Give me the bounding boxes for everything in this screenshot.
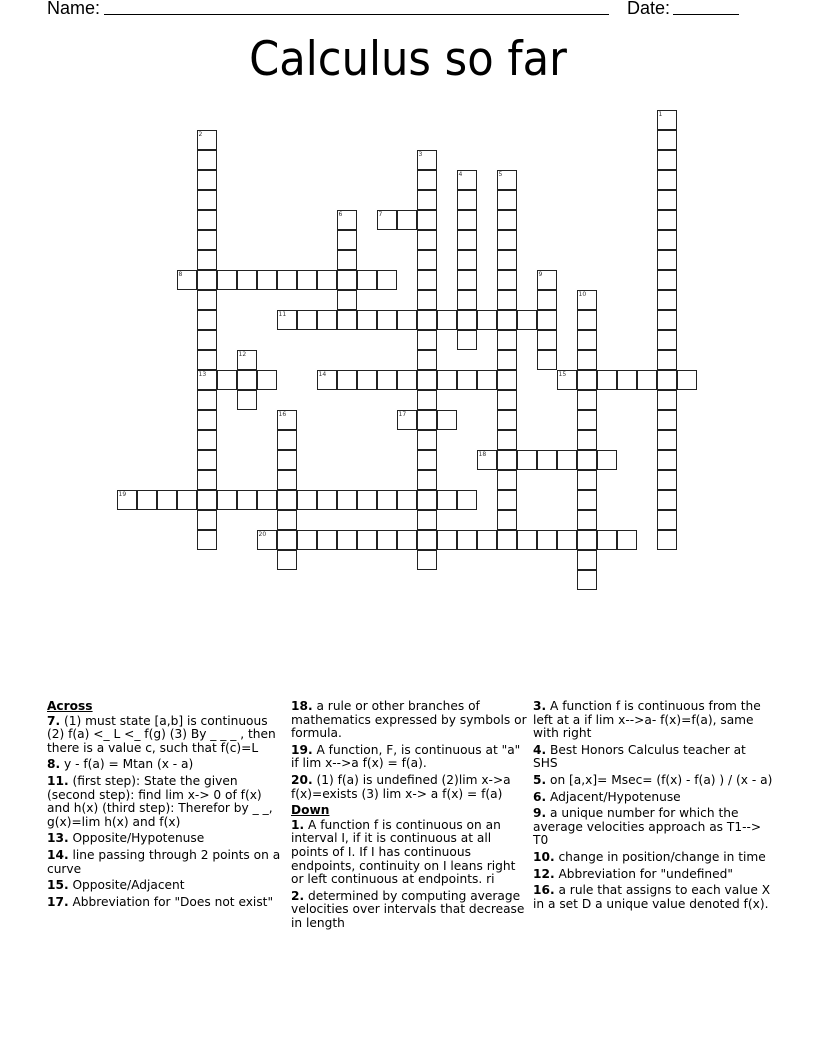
down-heading: Down	[291, 803, 330, 818]
grid-cell[interactable]	[417, 190, 437, 210]
grid-cell[interactable]	[577, 370, 597, 390]
grid-cell[interactable]	[337, 210, 357, 230]
grid-cell[interactable]	[497, 350, 517, 370]
grid-cell[interactable]	[657, 390, 677, 410]
clue-down-4: 4. Best Honors Calculus teacher at SHS	[533, 742, 746, 771]
grid-cell[interactable]	[197, 490, 217, 510]
grid-cell[interactable]	[577, 450, 597, 470]
grid-cell[interactable]	[357, 310, 377, 330]
grid-cell[interactable]	[437, 310, 457, 330]
grid-cell[interactable]	[497, 470, 517, 490]
grid-cell[interactable]	[577, 410, 597, 430]
grid-cell[interactable]	[437, 490, 457, 510]
grid-cell[interactable]	[257, 490, 277, 510]
grid-cell[interactable]	[417, 510, 437, 530]
grid-cell[interactable]	[417, 390, 437, 410]
grid-cell[interactable]	[677, 370, 697, 390]
grid-cell[interactable]	[477, 370, 497, 390]
clue-number: 8	[178, 270, 183, 278]
grid-cell[interactable]	[457, 310, 477, 330]
grid-cell[interactable]	[657, 130, 677, 150]
grid-cell[interactable]	[257, 530, 277, 550]
grid-cell[interactable]	[197, 530, 217, 550]
clue-number: 15	[558, 370, 567, 378]
grid-cell[interactable]	[197, 190, 217, 210]
grid-cell[interactable]	[357, 270, 377, 290]
clue-down-10: 10. change in position/change in time	[533, 849, 766, 864]
grid-cell[interactable]	[397, 210, 417, 230]
grid-cell[interactable]	[497, 370, 517, 390]
clue-across-19: 19. A function, F, is continuous at "a" if lim x-->a f(x) = f(a).	[291, 742, 521, 771]
grid-cell[interactable]	[577, 350, 597, 370]
grid-cell[interactable]	[557, 530, 577, 550]
clue-across-11: 11. (first step): State the given (second step): find lim x-> 0 of f(x) and h(x) (third step): Therefor by _ _, g(x)=lim h(x) and f(x)	[47, 773, 273, 829]
grid-cell[interactable]	[277, 510, 297, 530]
grid-cell[interactable]	[497, 270, 517, 290]
grid-cell[interactable]	[377, 530, 397, 550]
clue-across-15: 15. Opposite/Adjacent	[47, 878, 185, 893]
clue-number: 9	[538, 270, 543, 278]
grid-cell[interactable]	[417, 310, 437, 330]
grid-cell[interactable]	[417, 430, 437, 450]
grid-cell[interactable]	[557, 370, 577, 390]
grid-cell[interactable]	[437, 410, 457, 430]
grid-cell[interactable]	[577, 530, 597, 550]
grid-cell[interactable]	[657, 190, 677, 210]
grid-cell[interactable]	[657, 450, 677, 470]
grid-cell[interactable]	[337, 490, 357, 510]
date-label: Date:	[627, 0, 671, 18]
grid-cell[interactable]	[157, 490, 177, 510]
grid-cell[interactable]	[237, 270, 257, 290]
grid-cell[interactable]	[237, 490, 257, 510]
clue-number: 6	[338, 210, 343, 218]
grid-cell[interactable]	[217, 370, 237, 390]
grid-cell[interactable]	[257, 370, 277, 390]
grid-cell[interactable]	[197, 250, 217, 270]
grid-cell[interactable]	[657, 150, 677, 170]
grid-cell[interactable]	[217, 270, 237, 290]
grid-cell[interactable]	[497, 490, 517, 510]
grid-cell[interactable]	[577, 490, 597, 510]
grid-cell[interactable]	[477, 310, 497, 330]
grid-cell[interactable]	[117, 490, 137, 510]
grid-cell[interactable]	[457, 210, 477, 230]
grid-cell[interactable]	[497, 210, 517, 230]
grid-cell[interactable]	[657, 230, 677, 250]
grid-cell[interactable]	[657, 350, 677, 370]
grid-cell[interactable]	[417, 410, 437, 430]
grid-cell[interactable]	[417, 450, 437, 470]
grid-cell[interactable]	[497, 430, 517, 450]
grid-cell[interactable]	[537, 290, 557, 310]
grid-cell[interactable]	[197, 210, 217, 230]
clue-across-20: 20. (1) f(a) is undefined (2)lim x->a f(x)=exists (3) lim x-> a f(x) = f(a)	[291, 772, 511, 801]
grid-cell[interactable]	[597, 450, 617, 470]
grid-cell[interactable]	[637, 370, 657, 390]
grid-cell[interactable]	[257, 270, 277, 290]
grid-cell[interactable]	[577, 430, 597, 450]
grid-cell[interactable]	[397, 530, 417, 550]
grid-cell[interactable]	[577, 570, 597, 590]
clue-number: 5	[498, 170, 503, 178]
grid-cell[interactable]	[317, 310, 337, 330]
clue-number: 17	[398, 410, 407, 418]
grid-cell[interactable]	[177, 490, 197, 510]
grid-cell[interactable]	[577, 290, 597, 310]
grid-cell[interactable]	[457, 290, 477, 310]
grid-cell[interactable]	[337, 290, 357, 310]
grid-cell[interactable]	[377, 270, 397, 290]
grid-cell[interactable]	[277, 530, 297, 550]
grid-cell[interactable]	[537, 350, 557, 370]
grid-cell[interactable]	[657, 250, 677, 270]
grid-cell[interactable]	[197, 450, 217, 470]
grid-cell[interactable]	[657, 370, 677, 390]
grid-cell[interactable]	[457, 490, 477, 510]
grid-cell[interactable]	[197, 290, 217, 310]
clue-down-6: 6. Adjacent/Hypotenuse	[533, 789, 681, 804]
clue-across-7: 7. (1) must state [a,b] is continuous (2) f(a) <_ L <_ f(g) (3) By _ _ _ , then there is a value c, such that f(c)=L	[47, 713, 276, 755]
grid-cell[interactable]	[537, 330, 557, 350]
grid-cell[interactable]	[337, 270, 357, 290]
grid-cell[interactable]	[477, 530, 497, 550]
grid-cell[interactable]	[657, 410, 677, 430]
grid-cell[interactable]	[437, 370, 457, 390]
grid-cell[interactable]	[197, 270, 217, 290]
grid-cell[interactable]	[317, 370, 337, 390]
grid-cell[interactable]	[237, 350, 257, 370]
grid-cell[interactable]	[337, 530, 357, 550]
grid-cell[interactable]	[577, 550, 597, 570]
name-label: Name:	[47, 0, 101, 18]
grid-cell[interactable]	[657, 430, 677, 450]
grid-cell[interactable]	[417, 550, 437, 570]
grid-cell[interactable]	[417, 530, 437, 550]
grid-cell[interactable]	[517, 310, 537, 330]
grid-cell[interactable]	[537, 270, 557, 290]
grid-cell[interactable]	[337, 250, 357, 270]
grid-cell[interactable]	[357, 370, 377, 390]
grid-cell[interactable]	[657, 210, 677, 230]
grid-cell[interactable]	[317, 530, 337, 550]
grid-cell[interactable]	[457, 170, 477, 190]
grid-cell[interactable]	[657, 110, 677, 130]
grid-cell[interactable]	[337, 230, 357, 250]
grid-cell[interactable]	[317, 490, 337, 510]
grid-cell[interactable]	[457, 330, 477, 350]
grid-cell[interactable]	[137, 490, 157, 510]
grid-cell[interactable]	[417, 210, 437, 230]
grid-cell[interactable]	[277, 550, 297, 570]
grid-cell[interactable]	[457, 250, 477, 270]
clue-across-8: 8. y - f(a) = Mtan (x - a)	[47, 757, 194, 772]
clue-number: 11	[278, 310, 287, 318]
grid-cell[interactable]	[417, 470, 437, 490]
grid-cell[interactable]	[277, 450, 297, 470]
crossword-grid	[117, 110, 717, 610]
clue-number: 18	[478, 450, 487, 458]
clues-column-1	[47, 700, 287, 912]
puzzle-title: Calculus so far	[249, 32, 567, 87]
clue-down-5: 5. on [a,x]= Msec= (f(x) - f(a) ) / (x - a)	[533, 772, 773, 787]
grid-cell[interactable]	[417, 490, 437, 510]
grid-cell[interactable]	[397, 490, 417, 510]
grid-cell[interactable]	[497, 450, 517, 470]
clue-down-3: 3. A function f is continuous from the left at a if lim x-->a- f(x)=f(a), same with right	[533, 699, 761, 741]
grid-cell[interactable]	[337, 310, 357, 330]
grid-cell[interactable]	[417, 230, 437, 250]
grid-cell[interactable]	[237, 390, 257, 410]
grid-cell[interactable]	[297, 490, 317, 510]
grid-cell[interactable]	[497, 290, 517, 310]
grid-cell[interactable]	[657, 490, 677, 510]
grid-cell[interactable]	[497, 250, 517, 270]
grid-cell[interactable]	[557, 450, 577, 470]
grid-cell[interactable]	[537, 450, 557, 470]
grid-cell[interactable]	[177, 270, 197, 290]
clue-down-16: 16. a rule that assigns to each value X in a set D a unique value denoted f(x).	[533, 883, 771, 911]
grid-cell[interactable]	[457, 230, 477, 250]
clue-across-17: 17. Abbreviation for "Does not exist"	[47, 894, 274, 909]
grid-cell[interactable]	[437, 530, 457, 550]
grid-cell[interactable]	[657, 330, 677, 350]
grid-cell[interactable]	[197, 430, 217, 450]
grid-cell[interactable]	[497, 170, 517, 190]
clue-across-18: 18. a rule or other branches of mathematics expressed by symbols or formula.	[291, 699, 527, 741]
date-field[interactable]	[673, 14, 739, 15]
grid-cell[interactable]	[197, 150, 217, 170]
grid-cell[interactable]	[577, 470, 597, 490]
grid-cell[interactable]	[197, 510, 217, 530]
grid-cell[interactable]	[477, 450, 497, 470]
grid-cell[interactable]	[657, 270, 677, 290]
clue-down-9: 9. a unique number for which the average velocities approach as T1--> T0	[533, 806, 762, 848]
grid-cell[interactable]	[197, 370, 217, 390]
grid-cell[interactable]	[617, 530, 637, 550]
grid-cell[interactable]	[577, 310, 597, 330]
grid-cell[interactable]	[657, 530, 677, 550]
grid-cell[interactable]	[497, 510, 517, 530]
clue-number: 4	[458, 170, 463, 178]
grid-cell[interactable]	[357, 490, 377, 510]
clue-number: 10	[578, 290, 587, 298]
grid-cell[interactable]	[357, 530, 377, 550]
grid-cell[interactable]	[277, 430, 297, 450]
grid-cell[interactable]	[217, 490, 237, 510]
grid-cell[interactable]	[657, 170, 677, 190]
clue-number: 1	[658, 110, 663, 118]
grid-cell[interactable]	[657, 510, 677, 530]
grid-cell[interactable]	[297, 270, 317, 290]
grid-cell[interactable]	[277, 310, 297, 330]
grid-cell[interactable]	[197, 330, 217, 350]
grid-cell[interactable]	[417, 170, 437, 190]
grid-cell[interactable]	[197, 390, 217, 410]
grid-cell[interactable]	[577, 390, 597, 410]
grid-cell[interactable]	[457, 270, 477, 290]
grid-cell[interactable]	[377, 210, 397, 230]
grid-cell[interactable]	[497, 530, 517, 550]
grid-cell[interactable]	[417, 150, 437, 170]
grid-cell[interactable]	[197, 470, 217, 490]
grid-cell[interactable]	[517, 530, 537, 550]
grid-cell[interactable]	[317, 270, 337, 290]
grid-cell[interactable]	[277, 410, 297, 430]
clue-number: 13	[198, 370, 207, 378]
grid-cell[interactable]	[657, 310, 677, 330]
grid-cell[interactable]	[417, 330, 437, 350]
grid-cell[interactable]	[497, 330, 517, 350]
grid-cell[interactable]	[417, 250, 437, 270]
grid-cell[interactable]	[197, 130, 217, 150]
grid-cell[interactable]	[417, 270, 437, 290]
grid-cell[interactable]	[457, 190, 477, 210]
grid-cell[interactable]	[417, 370, 437, 390]
grid-cell[interactable]	[657, 290, 677, 310]
clue-across-13: 13. Opposite/Hypotenuse	[47, 831, 205, 846]
grid-cell[interactable]	[277, 270, 297, 290]
grid-cell[interactable]	[537, 530, 557, 550]
grid-cell[interactable]	[497, 230, 517, 250]
grid-cell[interactable]	[397, 310, 417, 330]
grid-cell[interactable]	[197, 170, 217, 190]
grid-cell[interactable]	[197, 350, 217, 370]
grid-cell[interactable]	[337, 370, 357, 390]
grid-cell[interactable]	[497, 310, 517, 330]
clue-number: 3	[418, 150, 423, 158]
grid-cell[interactable]	[617, 370, 637, 390]
clue-number: 19	[118, 490, 127, 498]
grid-cell[interactable]	[277, 470, 297, 490]
grid-cell[interactable]	[377, 370, 397, 390]
grid-cell[interactable]	[277, 490, 297, 510]
grid-cell[interactable]	[497, 390, 517, 410]
grid-cell[interactable]	[377, 310, 397, 330]
clue-number: 20	[258, 530, 267, 538]
grid-cell[interactable]	[377, 490, 397, 510]
grid-cell[interactable]	[417, 290, 437, 310]
grid-cell[interactable]	[197, 410, 217, 430]
clue-number: 12	[238, 350, 247, 358]
clue-down-2: 2. determined by computing average velocities over intervals that decrease in length	[291, 888, 525, 930]
grid-cell[interactable]	[297, 530, 317, 550]
grid-cell[interactable]	[657, 470, 677, 490]
name-field[interactable]	[104, 14, 609, 15]
grid-cell[interactable]	[497, 410, 517, 430]
grid-cell[interactable]	[597, 370, 617, 390]
grid-cell[interactable]	[577, 510, 597, 530]
clue-number: 14	[318, 370, 327, 378]
clue-down-12: 12. Abbreviation for "undefined"	[533, 866, 733, 881]
grid-cell[interactable]	[497, 190, 517, 210]
clue-number: 7	[378, 210, 383, 218]
across-heading: Across	[47, 699, 93, 713]
clues-column-2	[291, 700, 531, 934]
grid-cell[interactable]	[517, 450, 537, 470]
grid-cell[interactable]	[537, 310, 557, 330]
grid-cell[interactable]	[197, 310, 217, 330]
grid-cell[interactable]	[197, 230, 217, 250]
grid-cell[interactable]	[397, 410, 417, 430]
grid-cell[interactable]	[597, 530, 617, 550]
grid-cell[interactable]	[417, 350, 437, 370]
clue-number: 16	[278, 410, 287, 418]
grid-cell[interactable]	[457, 530, 477, 550]
clue-across-14: 14. line passing through 2 points on a curve	[47, 847, 281, 876]
clue-number: 2	[198, 130, 203, 138]
grid-cell[interactable]	[457, 370, 477, 390]
clue-down-1: 1. A function f is continuous on an interval I, if it is continuous at all points of I. If I has continuous endpoints, continuity on I leans right or left continuous at endpoints. ri	[291, 817, 516, 887]
grid-cell[interactable]	[397, 370, 417, 390]
grid-cell[interactable]	[297, 310, 317, 330]
grid-cell[interactable]	[237, 370, 257, 390]
grid-cell[interactable]	[577, 330, 597, 350]
clues-column-3	[533, 700, 773, 914]
